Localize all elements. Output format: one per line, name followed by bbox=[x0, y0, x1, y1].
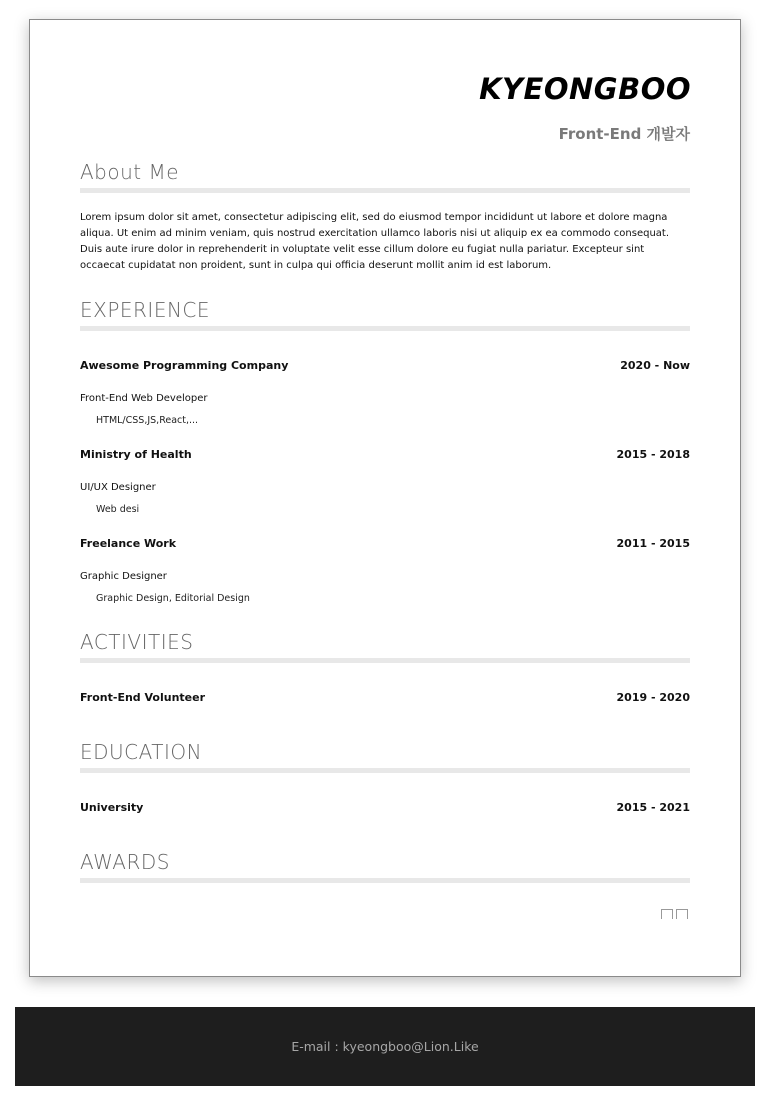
page-footer bbox=[15, 1007, 755, 1086]
experience-role: Front-End Web Developer bbox=[80, 393, 208, 404]
section-divider bbox=[80, 326, 690, 331]
section-title-activities: ACTIVITIES bbox=[80, 630, 194, 654]
experience-company: Freelance Work bbox=[80, 537, 177, 550]
experience-role: Graphic Designer bbox=[80, 571, 167, 582]
experience-period: 2020 - Now bbox=[620, 359, 690, 372]
activity-period: 2019 - 2020 bbox=[616, 691, 690, 704]
education-name: University bbox=[80, 801, 144, 814]
section-divider bbox=[80, 878, 690, 883]
experience-detail: Web desi bbox=[96, 504, 140, 515]
section-title-education: EDUCATION bbox=[80, 740, 203, 764]
experience-role: UI/UX Designer bbox=[80, 482, 156, 493]
resume-sheet bbox=[29, 19, 741, 977]
section-divider bbox=[80, 658, 690, 663]
section-title-awards: AWARDS bbox=[80, 850, 170, 874]
section-divider bbox=[80, 768, 690, 773]
experience-detail: Graphic Design, Editorial Design bbox=[96, 593, 250, 604]
missing-glyph-icon bbox=[661, 909, 688, 919]
resume-role: Front-End 개발자 bbox=[558, 125, 690, 143]
experience-period: 2011 - 2015 bbox=[616, 537, 690, 550]
experience-period: 2015 - 2018 bbox=[616, 448, 690, 461]
section-title-about: About Me bbox=[80, 160, 180, 184]
experience-detail: HTML/CSS,JS,React,... bbox=[96, 415, 199, 426]
experience-company: Ministry of Health bbox=[80, 448, 192, 461]
experience-company: Awesome Programming Company bbox=[80, 359, 289, 372]
activity-name: Front-End Volunteer bbox=[80, 691, 206, 704]
section-title-experience: EXPERIENCE bbox=[80, 298, 211, 322]
education-period: 2015 - 2021 bbox=[616, 801, 690, 814]
section-divider bbox=[80, 188, 690, 193]
about-text: Lorem ipsum dolor sit amet, consectetur adipiscing elit, sed do eiusmod tempor incididunt ut labore et dolore magna aliqua. Ut enim ad minim veniam, quis nostrud exercitation ullamco laboris nisi ut aliquip ex ea commodo consequat. Duis aute irure dolor in reprehenderit in voluptate velit esse cillum dolore eu fugiat nulla pariatur. Excepteur sint occaecat cupidatat non proident, sunt in culpa qui officia deserunt mollit anim id est laborum. bbox=[80, 212, 670, 271]
resume-name: KYEONGBOO bbox=[479, 72, 691, 106]
footer-email: E-mail : kyeongboo@Lion.Like bbox=[291, 1039, 479, 1054]
